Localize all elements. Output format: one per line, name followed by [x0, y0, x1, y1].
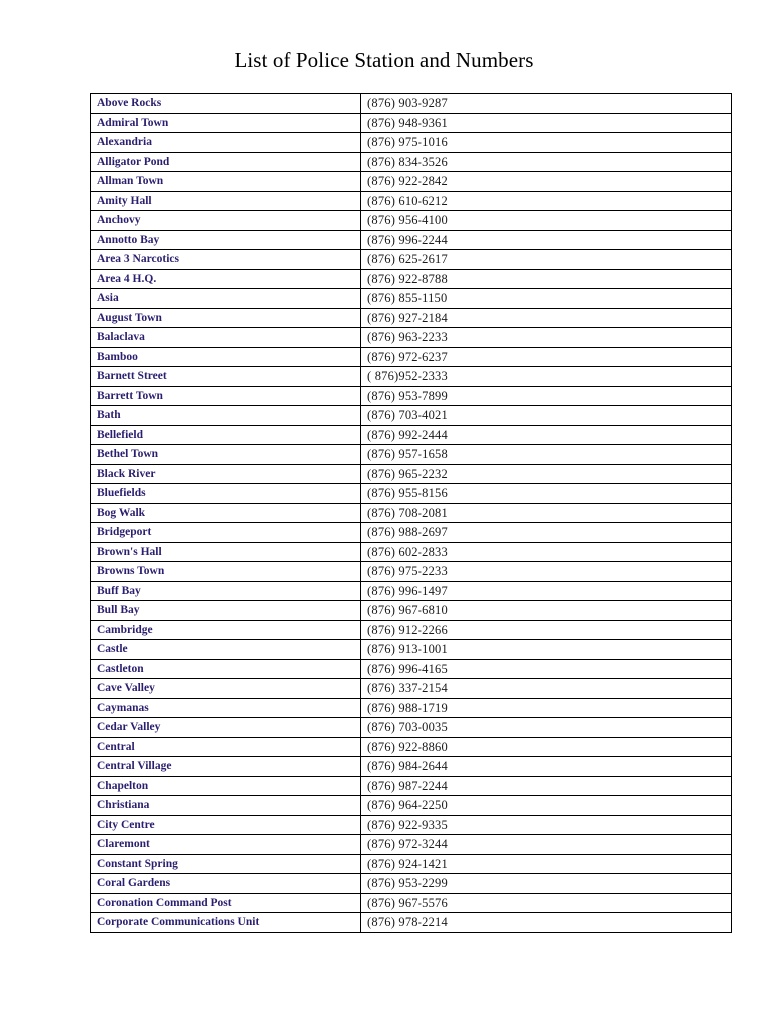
- table-row: [91, 406, 732, 426]
- station-name-cell: Bridgeport: [91, 523, 361, 543]
- station-phone-cell: (876) 957-1658: [361, 445, 732, 465]
- table-row: [91, 445, 732, 465]
- table-row: [91, 133, 732, 153]
- station-phone-cell: (876) 610-6212: [361, 191, 732, 211]
- table-row: [91, 308, 732, 328]
- station-phone-cell: (876) 955-8156: [361, 484, 732, 504]
- table-row: [91, 659, 732, 679]
- station-name-cell: Allman Town: [91, 172, 361, 192]
- station-name-cell: Bath: [91, 406, 361, 426]
- station-phone-cell: (876) 922-8860: [361, 737, 732, 757]
- table-row: [91, 191, 732, 211]
- table-row: [91, 152, 732, 172]
- station-name-cell: Claremont: [91, 835, 361, 855]
- station-name-cell: Castle: [91, 640, 361, 660]
- station-name-cell: Bamboo: [91, 347, 361, 367]
- page-title: List of Police Station and Numbers: [234, 48, 534, 72]
- station-phone-cell: (876) 992-2444: [361, 425, 732, 445]
- table-row: [91, 484, 732, 504]
- station-phone-cell: (876) 984-2644: [361, 757, 732, 777]
- station-phone-cell: (876) 855-1150: [361, 289, 732, 309]
- table-row: [91, 386, 732, 406]
- station-name-cell: August Town: [91, 308, 361, 328]
- table-row: [91, 698, 732, 718]
- table-row: [91, 581, 732, 601]
- table-row: [91, 289, 732, 309]
- station-name-cell: Barnett Street: [91, 367, 361, 387]
- station-phone-cell: (876) 703-4021: [361, 406, 732, 426]
- table-row: [91, 503, 732, 523]
- station-name-cell: Alligator Pond: [91, 152, 361, 172]
- station-phone-cell: (876) 953-2299: [361, 874, 732, 894]
- station-phone-cell: (876) 963-2233: [361, 328, 732, 348]
- station-name-cell: Chapelton: [91, 776, 361, 796]
- table-row: [91, 464, 732, 484]
- station-name-cell: Corporate Communications Unit: [91, 913, 361, 933]
- table-row: [91, 854, 732, 874]
- station-phone-cell: ( 876)952-2333: [361, 367, 732, 387]
- station-phone-cell: (876) 972-3244: [361, 835, 732, 855]
- station-name-cell: Cambridge: [91, 620, 361, 640]
- table-row: [91, 737, 732, 757]
- station-phone-cell: (876) 602-2833: [361, 542, 732, 562]
- table-row: [91, 269, 732, 289]
- station-phone-cell: (876) 922-2842: [361, 172, 732, 192]
- station-phone-cell: (876) 337-2154: [361, 679, 732, 699]
- station-phone-cell: (876) 708-2081: [361, 503, 732, 523]
- table-row: [91, 94, 732, 114]
- station-name-cell: Brown's Hall: [91, 542, 361, 562]
- table-row: [91, 230, 732, 250]
- table-row: [91, 328, 732, 348]
- station-phone-cell: (876) 964-2250: [361, 796, 732, 816]
- station-name-cell: Anchovy: [91, 211, 361, 231]
- table-row: [91, 679, 732, 699]
- station-name-cell: Annotto Bay: [91, 230, 361, 250]
- station-name-cell: Central: [91, 737, 361, 757]
- table-row: [91, 211, 732, 231]
- table-row: [91, 815, 732, 835]
- station-name-cell: Cedar Valley: [91, 718, 361, 738]
- station-name-cell: Christiana: [91, 796, 361, 816]
- station-name-cell: Caymanas: [91, 698, 361, 718]
- table-row: [91, 718, 732, 738]
- station-name-cell: Barrett Town: [91, 386, 361, 406]
- station-phone-cell: (876) 996-2244: [361, 230, 732, 250]
- table-row: [91, 640, 732, 660]
- station-name-cell: Amity Hall: [91, 191, 361, 211]
- station-phone-cell: (876) 956-4100: [361, 211, 732, 231]
- station-phone-cell: (876) 972-6237: [361, 347, 732, 367]
- table-row: [91, 425, 732, 445]
- table-row: [91, 367, 732, 387]
- station-name-cell: Buff Bay: [91, 581, 361, 601]
- station-name-cell: Asia: [91, 289, 361, 309]
- table-row: [91, 601, 732, 621]
- station-phone-cell: (876) 922-9335: [361, 815, 732, 835]
- station-name-cell: Central Village: [91, 757, 361, 777]
- station-name-cell: Bellefield: [91, 425, 361, 445]
- station-phone-cell: (876) 967-6810: [361, 601, 732, 621]
- station-name-cell: Area 3 Narcotics: [91, 250, 361, 270]
- table-row: [91, 893, 732, 913]
- table-row: [91, 250, 732, 270]
- station-name-cell: Area 4 H.Q.: [91, 269, 361, 289]
- station-phone-cell: (876) 703-0035: [361, 718, 732, 738]
- station-phone-cell: (876) 987-2244: [361, 776, 732, 796]
- table-row: [91, 562, 732, 582]
- station-phone-cell: (876) 834-3526: [361, 152, 732, 172]
- table-row: [91, 347, 732, 367]
- table-row: [91, 620, 732, 640]
- station-name-cell: Balaclava: [91, 328, 361, 348]
- station-phone-cell: (876) 996-1497: [361, 581, 732, 601]
- table-row: [91, 796, 732, 816]
- table-row: [91, 835, 732, 855]
- station-phone-cell: (876) 978-2214: [361, 913, 732, 933]
- station-name-cell: Cave Valley: [91, 679, 361, 699]
- station-name-cell: Bethel Town: [91, 445, 361, 465]
- station-name-cell: Black River: [91, 464, 361, 484]
- station-phone-cell: (876) 975-2233: [361, 562, 732, 582]
- station-phone-cell: (876) 948-9361: [361, 113, 732, 133]
- station-phone-cell: (876) 965-2232: [361, 464, 732, 484]
- station-phone-cell: (876) 924-1421: [361, 854, 732, 874]
- station-phone-cell: (876) 903-9287: [361, 94, 732, 114]
- table-row: [91, 542, 732, 562]
- station-phone-cell: (876) 967-5576: [361, 893, 732, 913]
- police-stations-table: [90, 93, 732, 933]
- station-phone-cell: (876) 927-2184: [361, 308, 732, 328]
- station-name-cell: Bluefields: [91, 484, 361, 504]
- station-name-cell: Coral Gardens: [91, 874, 361, 894]
- station-name-cell: Above Rocks: [91, 94, 361, 114]
- station-phone-cell: (876) 912-2266: [361, 620, 732, 640]
- table-row: [91, 913, 732, 933]
- table-row: [91, 523, 732, 543]
- station-name-cell: Browns Town: [91, 562, 361, 582]
- station-name-cell: City Centre: [91, 815, 361, 835]
- table-row: [91, 172, 732, 192]
- station-name-cell: Bog Walk: [91, 503, 361, 523]
- station-name-cell: Constant Spring: [91, 854, 361, 874]
- station-phone-cell: (876) 922-8788: [361, 269, 732, 289]
- station-phone-cell: (876) 996-4165: [361, 659, 732, 679]
- table-row: [91, 776, 732, 796]
- station-phone-cell: (876) 625-2617: [361, 250, 732, 270]
- station-name-cell: Coronation Command Post: [91, 893, 361, 913]
- station-name-cell: Bull Bay: [91, 601, 361, 621]
- station-phone-cell: (876) 953-7899: [361, 386, 732, 406]
- table-row: [91, 757, 732, 777]
- station-phone-cell: (876) 975-1016: [361, 133, 732, 153]
- police-stations-table-body: [91, 94, 732, 933]
- station-phone-cell: (876) 988-2697: [361, 523, 732, 543]
- station-phone-cell: (876) 913-1001: [361, 640, 732, 660]
- table-row: [91, 113, 732, 133]
- table-row: [91, 874, 732, 894]
- station-name-cell: Alexandria: [91, 133, 361, 153]
- station-name-cell: Admiral Town: [91, 113, 361, 133]
- station-name-cell: Castleton: [91, 659, 361, 679]
- station-phone-cell: (876) 988-1719: [361, 698, 732, 718]
